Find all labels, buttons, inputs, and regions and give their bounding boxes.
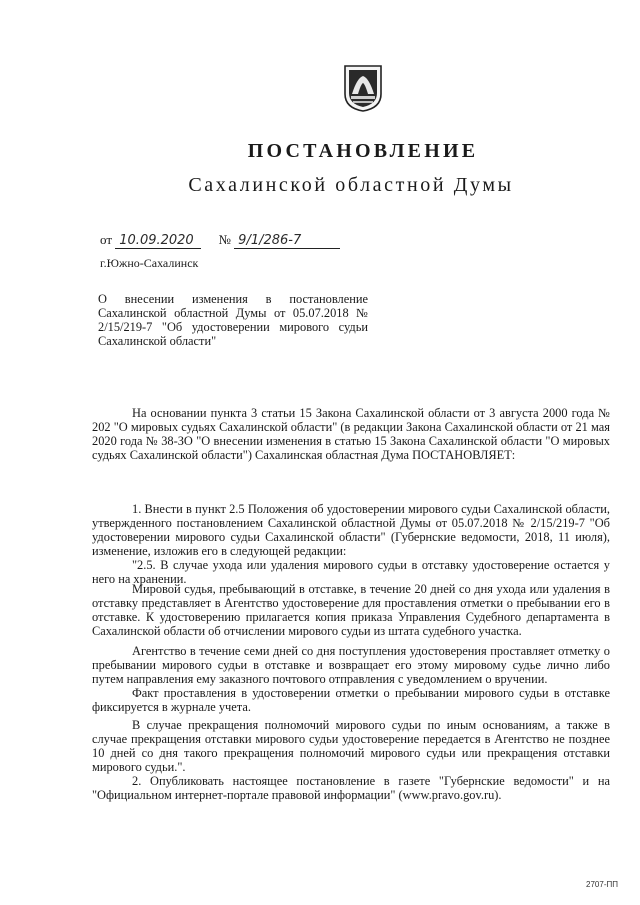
date-value: 10.09.2020: [115, 234, 201, 249]
termination-paragraph: В случае прекращения полномочий мирового судьи по иным основаниям, а также в случае прекращения отставки мирового судьи удостоверение передается в Агентство не позднее 10 дней со дня такого прекращения полномочий мирового судьи или прекращения отставки мирового судьи.".: [92, 718, 610, 774]
retirement-paragraph: Мировой судья, пребывающий в отставке, в течение 20 дней со дня ухода или удаления в отставку представляет в Агентство удостоверение для проставления отметки о пребывании его в отставке. К удостоверению прилагается копия приказа Управления Судебного департамента в Сахалинской области об отчислении мирового судьи из штата судебного участка.: [92, 582, 610, 638]
clause-2-5-paragraph: "2.5. В случае ухода или удаления мирового судьи в отставку удостоверение остается у него на хранении.: [92, 558, 610, 586]
agency-paragraph: Агентство в течение семи дней со дня поступления удостоверения проставляет отметку о пребывании мирового судьи в отставке и возвращает его этому мировому судье лично либо путем направления ему заказного почтового отправления с уведомлением о вручении.: [92, 644, 610, 686]
city-name: г.Южно-Сахалинск: [100, 256, 199, 270]
publication-paragraph: 2. Опубликовать настоящее постановление в газете "Губернские ведомости" и на "Официальном интернет-портале правовой информации" (www.pravo.gov.ru).: [92, 774, 610, 802]
document-title: ПОСТАНОВЛЕНИЕ: [247, 140, 479, 162]
coat-of-arms-emblem: [343, 64, 383, 112]
clause-block-main: [92, 582, 610, 802]
clause-block-intro: [92, 502, 610, 586]
date-number-line: [100, 232, 340, 249]
journal-paragraph: Факт проставления в удостоверении отметки о пребывании мирового судьи в отставке фиксируется в журнале учета.: [92, 686, 610, 714]
document-subtitle: Сахалинской областной Думы: [188, 174, 514, 196]
document-code: 2707-ПП: [586, 880, 618, 889]
number-value: 9/1/286-7: [234, 234, 340, 249]
number-label: №: [218, 232, 231, 247]
subject-heading: О внесении изменения в постановление Сахалинской областной Думы от 05.07.2018 № 2/15/219-7 "Об удостоверении мирового судьи Сахалинской области": [98, 292, 368, 348]
preamble-paragraph: На основании пункта 3 статьи 15 Закона Сахалинской области от 3 августа 2000 года № 202 "О мировых судьях Сахалинской области" (в редакции Закона Сахалинской области от 21 мая 2020 года № 38-ЗО "О внесении изменения в статью 15 Закона Сахалинской области "О мировых судьях Сахалинской области") Сахалинская областная Дума ПОСТАНОВЛЯЕТ:: [92, 406, 610, 462]
preamble-block: [92, 406, 610, 462]
date-label: от: [100, 232, 113, 247]
clause-1-paragraph: 1. Внести в пункт 2.5 Положения об удостоверении мирового судьи Сахалинской области, утвержденного постановлением Сахалинской областной Думы от 05.07.2018 № 2/15/219-7 "Об удостоверении мирового судьи Сахалинской области" (Губернские ведомости, 2018, 11 июля), изменение, изложив его в следующей редакции:: [92, 502, 610, 558]
